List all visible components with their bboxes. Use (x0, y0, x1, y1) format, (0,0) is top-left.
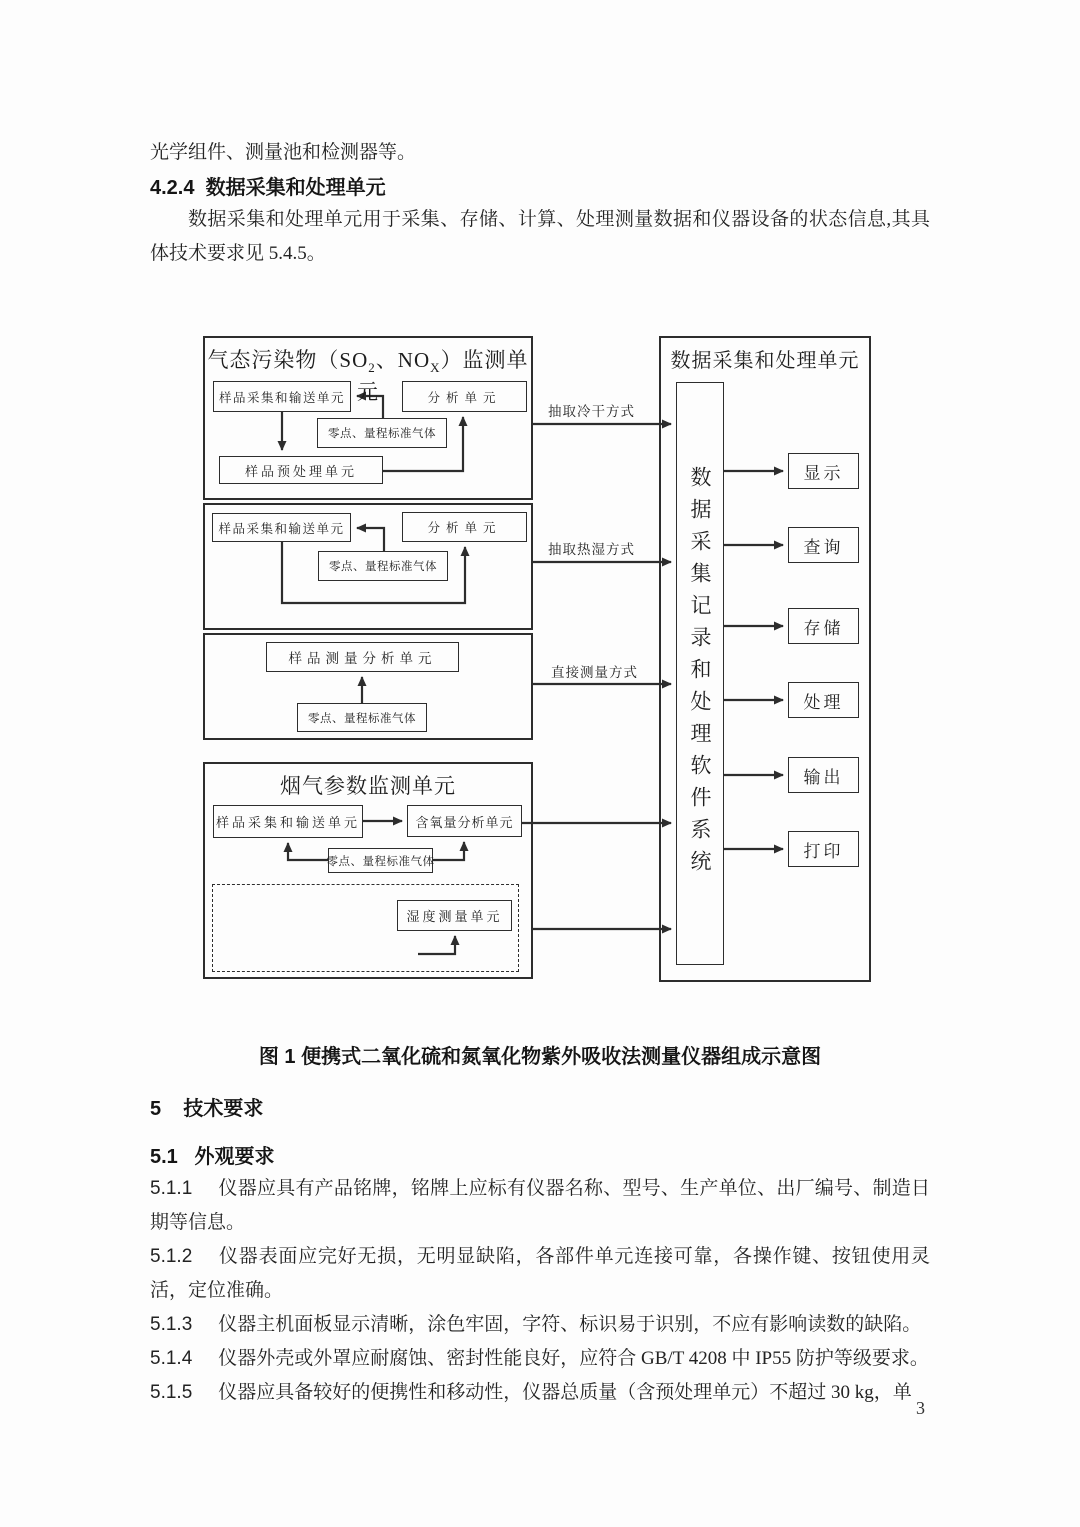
clause-list (150, 1172, 930, 1410)
gas-unit-title-post: ）监测单元 (357, 348, 529, 405)
heading-4-2-4-title: 数据采集和处理单元 (205, 177, 386, 199)
clause-5-1-4-number: 5.1.4 (150, 1348, 193, 1369)
label-extractive-cold-dry: 抽取冷干方式 (548, 404, 635, 419)
flue-zero-span-gas-box: 零点、量程标准气体 (328, 848, 433, 873)
output-print-box: 打印 (788, 831, 859, 867)
page-number: 3 (916, 1398, 925, 1418)
output-query-box: 查询 (788, 527, 859, 563)
clause-5-1-1 (150, 1172, 930, 1240)
s1-analysis-box: 分析单元 (402, 381, 527, 412)
flue-unit-title: 烟气参数监测单元 (280, 774, 456, 798)
clause-5-1-3 (150, 1308, 930, 1342)
heading-5-1-title: 外观要求 (194, 1146, 275, 1168)
flue-sample-collection-box: 样品采集和输送单元 (213, 805, 363, 838)
heading-5-1-number: 5.1 (150, 1146, 178, 1168)
output-output-box: 输出 (788, 757, 859, 793)
label-direct-measurement: 直接测量方式 (551, 665, 638, 680)
heading-5 (150, 1092, 930, 1121)
s2-analysis-box: 分析单元 (402, 512, 527, 542)
clause-5-1-4-text: 仪器外壳或外罩应耐腐蚀、密封性能良好，应符合 GB/T 4208 中 IP55 防护等级要求。 (218, 1348, 929, 1369)
clause-5-1-2-text: 仪器表面应完好无损，无明显缺陷，各部件单元连接可靠，各操作键、按钮使用灵活，定位准确。 (150, 1246, 930, 1301)
s1-sample-collection-box: 样品采集和输送单元 (213, 381, 351, 412)
clause-5-1-1-text: 仪器应具有产品铭牌，铭牌上应标有仪器名称、型号、生产单位、出厂编号、制造日期等信息。 (150, 1178, 930, 1233)
label-extractive-hot-wet: 抽取热湿方式 (548, 542, 635, 557)
heading-5-title: 技术要求 (183, 1098, 264, 1120)
s2-zero-span-gas-box: 零点、量程标准气体 (318, 551, 448, 581)
gas-unit-title-sub2-so2: 2 (368, 360, 376, 376)
clause-5-1-3-text: 仪器主机面板显示清晰，涂色牢固，字符、标识易于识别，不应有影响读数的缺陷。 (218, 1314, 922, 1335)
clause-5-1-1-number: 5.1.1 (150, 1178, 193, 1199)
software-system-label: 数据采集记录和处理软件系统 (688, 465, 712, 882)
clause-5-1-5-text: 仪器应具备较好的便携性和移动性，仪器总质量（含预处理单元）不超过 30 kg，单 (218, 1382, 912, 1403)
s3-measurement-analysis-box: 样品测量分析单元 (266, 642, 459, 672)
clause-5-1-2 (150, 1240, 930, 1308)
s1-pretreatment-box: 样品预处理单元 (219, 456, 383, 484)
clause-5-1-3-number: 5.1.3 (150, 1314, 193, 1335)
daq-unit-title: 数据采集和处理单元 (670, 350, 860, 372)
gas-unit-title-subx-nox: X (430, 360, 441, 376)
humidity-measurement-box: 湿度测量单元 (397, 900, 512, 931)
s1-zero-span-gas-box: 零点、量程标准气体 (317, 418, 447, 448)
clause-5-1-5 (150, 1376, 930, 1410)
heading-5-number: 5 (150, 1098, 162, 1120)
s2-sample-collection-box: 样品采集和输送单元 (212, 513, 351, 542)
clause-5-1-4 (150, 1342, 930, 1376)
heading-5-1 (150, 1140, 930, 1169)
gas-unit-title-pre: 气态污染物（SO (207, 348, 369, 372)
paragraph-daq-description: 数据采集和处理单元用于采集、存储、计算、处理测量数据和仪器设备的状态信息,其具体技术要求见 5.4.5。 (150, 209, 930, 264)
gas-unit-title-mid: 、NO (375, 348, 431, 372)
flue-oxygen-analysis-box: 含氧量分析单元 (407, 805, 522, 837)
output-storage-box: 存储 (788, 608, 859, 644)
figure-1-caption: 图 1 便携式二氧化硫和氮氧化物紫外吸收法测量仪器组成示意图 (258, 1046, 822, 1068)
clause-5-1-2-number: 5.1.2 (150, 1246, 193, 1267)
paragraph-optical-components: 光学组件、测量池和检测器等。 (150, 142, 417, 163)
output-display-box: 显示 (788, 453, 859, 489)
clause-5-1-5-number: 5.1.5 (150, 1382, 193, 1403)
heading-4-2-4-number: 4.2.4 (150, 177, 195, 199)
software-system-box (676, 382, 724, 965)
output-process-box: 处理 (788, 682, 859, 718)
s3-zero-span-gas-box: 零点、量程标准气体 (297, 703, 427, 732)
